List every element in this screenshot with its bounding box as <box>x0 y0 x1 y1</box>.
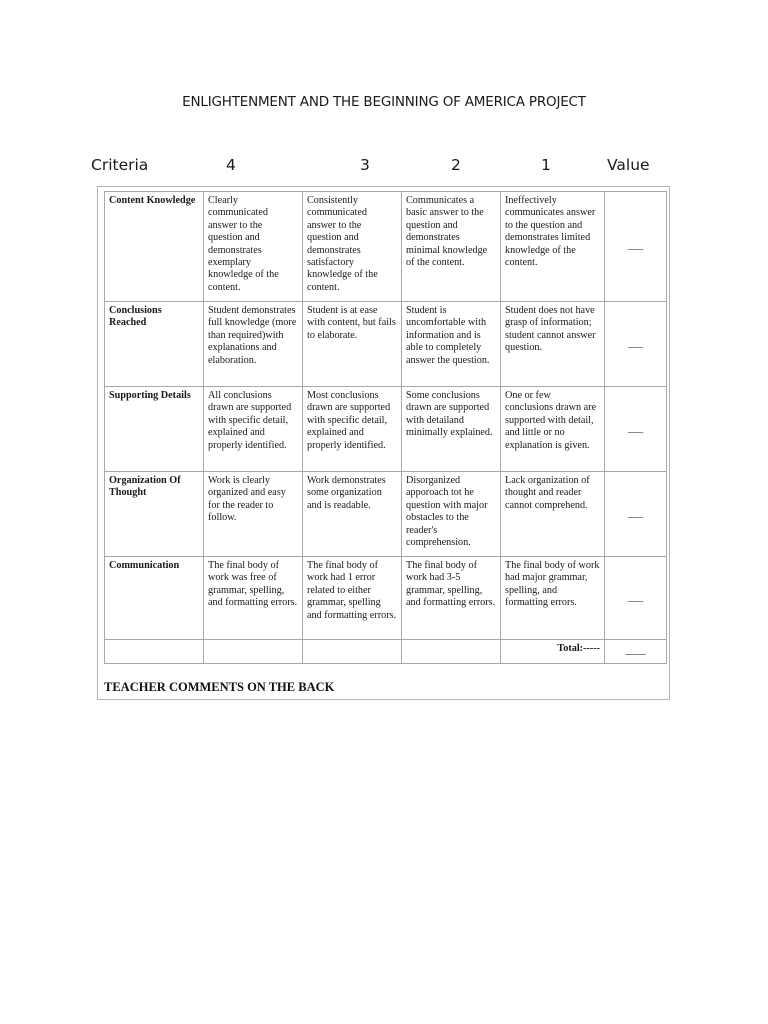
score-2-cell: Student is uncomfortable with information and is able to completely answer the question. <box>402 302 501 387</box>
empty-cell <box>303 640 402 664</box>
rubric-row-supporting-details <box>105 387 667 472</box>
score-2-cell: Communicates a basic answer to the question and demonstrates minimal knowledge of the content. <box>402 192 501 302</box>
score-3-cell: Student is at ease with content, but fails to elaborate. <box>303 302 402 387</box>
score-1-cell: The final body of work had major grammar, spelling, and formatting errors. <box>501 557 605 640</box>
score-4-cell: All conclusions drawn are supported with specific detail, explained and properly identified. <box>204 387 303 472</box>
total-value-cell: ____ <box>605 640 667 664</box>
rubric-row-organization-of-thought <box>105 472 667 557</box>
header-criteria: Criteria <box>91 156 149 174</box>
value-cell: ___ <box>605 302 667 387</box>
rubric-row-content-knowledge <box>105 192 667 302</box>
score-4-cell: Student demonstrates full knowledge (more than required)with explanations and elaboration. <box>204 302 303 387</box>
score-1-cell: One or few conclusions drawn are supported with detail, and little or no explanation is given. <box>501 387 605 472</box>
criterion-cell: Communication <box>105 557 204 640</box>
score-2-cell: The final body of work had 3-5 grammar, spelling, and formatting errors. <box>402 557 501 640</box>
header-score-3: 3 <box>360 156 370 174</box>
score-4-cell: Clearly communicated answer to the question and demonstrates exemplary knowledge of the content. <box>204 192 303 302</box>
rubric-row-conclusions-reached <box>105 302 667 387</box>
score-1-cell: Lack organization of thought and reader cannot comprehend. <box>501 472 605 557</box>
criterion-cell: Content Knowledge <box>105 192 204 302</box>
total-label: Total:----- <box>557 643 600 654</box>
score-3-cell: Consistently communicated answer to the question and demonstrates satisfactory knowledge of the content. <box>303 192 402 302</box>
score-4-cell: The final body of work was free of grammar, spelling, and formatting errors. <box>204 557 303 640</box>
value-cell: ___ <box>605 192 667 302</box>
rubric-container <box>97 186 670 700</box>
total-label-cell <box>501 640 605 664</box>
empty-cell <box>402 640 501 664</box>
empty-cell <box>204 640 303 664</box>
teacher-comments-note: TEACHER COMMENTS ON THE BACK <box>104 680 335 694</box>
empty-cell <box>105 640 204 664</box>
score-4-cell: Work is clearly organized and easy for the reader to follow. <box>204 472 303 557</box>
score-1-cell: Student does not have grasp of information; student cannot answer question. <box>501 302 605 387</box>
value-cell: ___ <box>605 387 667 472</box>
score-3-cell: Most conclusions drawn are supported with specific detail, explained and properly identified. <box>303 387 402 472</box>
score-2-cell: Disorganized apporoach tot he question with major obstacles to the reader's comprehension. <box>402 472 501 557</box>
criterion-cell: Supporting Details <box>105 387 204 472</box>
page-title: ENLIGHTENMENT AND THE BEGINNING OF AMERICA PROJECT <box>182 94 586 110</box>
header-value: Value <box>607 156 650 174</box>
rubric-row-total <box>105 640 667 664</box>
rubric-table <box>104 191 667 664</box>
value-cell: ___ <box>605 472 667 557</box>
score-2-cell: Some conclusions drawn are supported with detailand minimally explained. <box>402 387 501 472</box>
rubric-row-communication <box>105 557 667 640</box>
header-score-4: 4 <box>226 156 236 174</box>
value-cell: ___ <box>605 557 667 640</box>
score-3-cell: Work demonstrates some organization and is readable. <box>303 472 402 557</box>
score-1-cell: Ineffectively communicates answer to the question and demonstrates limited knowledge of the content. <box>501 192 605 302</box>
header-score-2: 2 <box>451 156 461 174</box>
criterion-cell: Organization Of Thought <box>105 472 204 557</box>
criterion-cell: Conclusions Reached <box>105 302 204 387</box>
header-score-1: 1 <box>541 156 551 174</box>
score-3-cell: The final body of work had 1 error related to either grammar, spelling and formatting errors. <box>303 557 402 640</box>
